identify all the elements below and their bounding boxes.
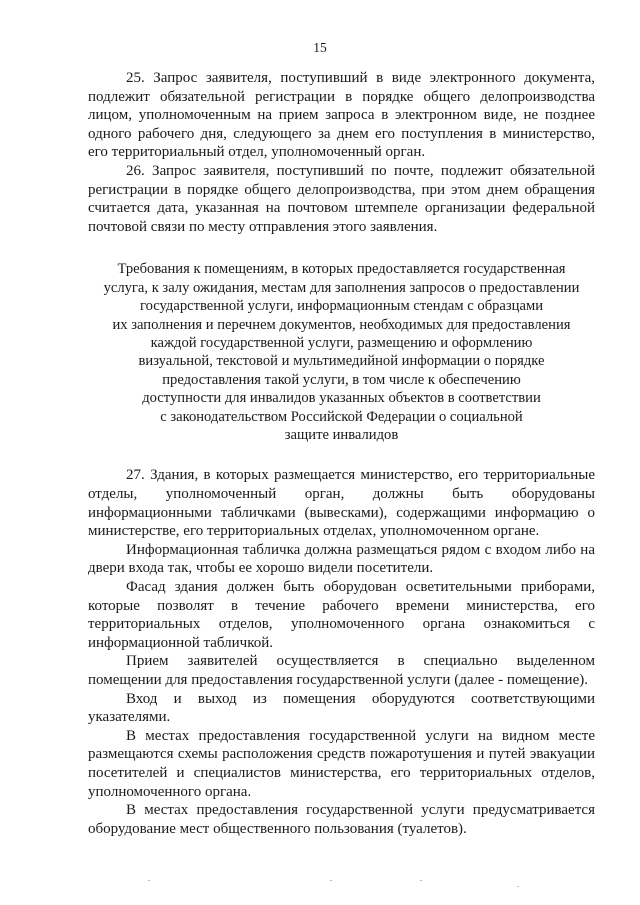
paragraph-27: 27. Здания, в которых размещается министерство, его территориальные отделы, уполномоченный орган, должны быть оборудованы информационными табличками (вывесками), содержащими информацию о министерстве, его территориальных отделах, уполномоченном органе. [88,467,595,540]
scan-speck [330,880,332,881]
paragraph-25: 25. Запрос заявителя, поступивший в виде электронного документа, подлежит обязательной регистрации в порядке общего делопроизводства лицом, уполномоченным на прием запроса в электронном виде, не позднее одного рабочего дня, следующего за днем его поступления в министерство, его территориальный отдел, уполномоченный орган. [88,70,595,161]
section-heading-line: предоставления такой услуги, в том числе к обеспечению [162,371,521,388]
paragraph-public-facilities: В местах предоставления государственной услуги предусматривается оборудование мест общественного пользования (туалетов). [88,802,595,837]
paragraph-entrance-exit: Вход и выход из помещения оборудуются соответствующими указателями. [88,690,595,726]
section-heading-line: визуальной, текстовой и мультимедийной информации о порядке [138,353,545,370]
paragraph-evacuation-schemes: В местах предоставления государственной услуги на видном месте размещаются схемы расположения средств пожаротушения и путей эвакуации посетителей и специалистов министерства, его территориальных отделов, уполномоченного органа. [88,727,595,800]
section-heading-line: каждой государственной услуги, размещению и оформлению [150,334,533,351]
paragraph-reception-room: Прием заявителей осуществляется в специально выделенном помещении для предоставления государственной услуги (далее - помещение). [88,653,595,688]
scan-speck [148,880,150,881]
section-heading-line: защите инвалидов [284,427,399,443]
scan-speck [420,880,422,881]
section-heading-line: государственной услуги, информационным стендам с образцами [139,298,544,315]
paragraph-info-plate: Информационная табличка должна размещаться рядом с входом либо на двери входа так, чтобы ее хорошо видели посетители. [88,541,595,577]
section-heading-line: услуга, к залу ожидания, местам для заполнения запросов о предоставлении [103,279,580,296]
paragraph-facade-lighting: Фасад здания должен быть оборудован осветительными приборами, которые позволят в течение рабочего времени министерства, его территориальных отделов, уполномоченного органа ознакомиться с информационной табличкой. [88,578,595,651]
section-heading-line: Требования к помещениям, в которых предоставляется государственная [117,261,566,278]
section-heading [88,260,595,444]
scan-speck [517,886,519,887]
section-heading-line: с законодательством Российской Федерации о социальной [160,408,523,425]
section-heading-line: доступности для инвалидов указанных объектов в соответствии [142,390,541,407]
section-heading-line: их заполнения и перечнем документов, необходимых для предоставления [112,316,571,333]
document-body [88,69,595,838]
page-number: 15 [313,40,327,55]
paragraph-26: 26. Запрос заявителя, поступивший по почте, подлежит обязательной регистрации в порядке общего делопроизводства, при этом днем обращения считается дата, указанная на почтовом штемпеле организации федеральной почтовой связи по месту отправления этого заявления. [88,162,595,235]
